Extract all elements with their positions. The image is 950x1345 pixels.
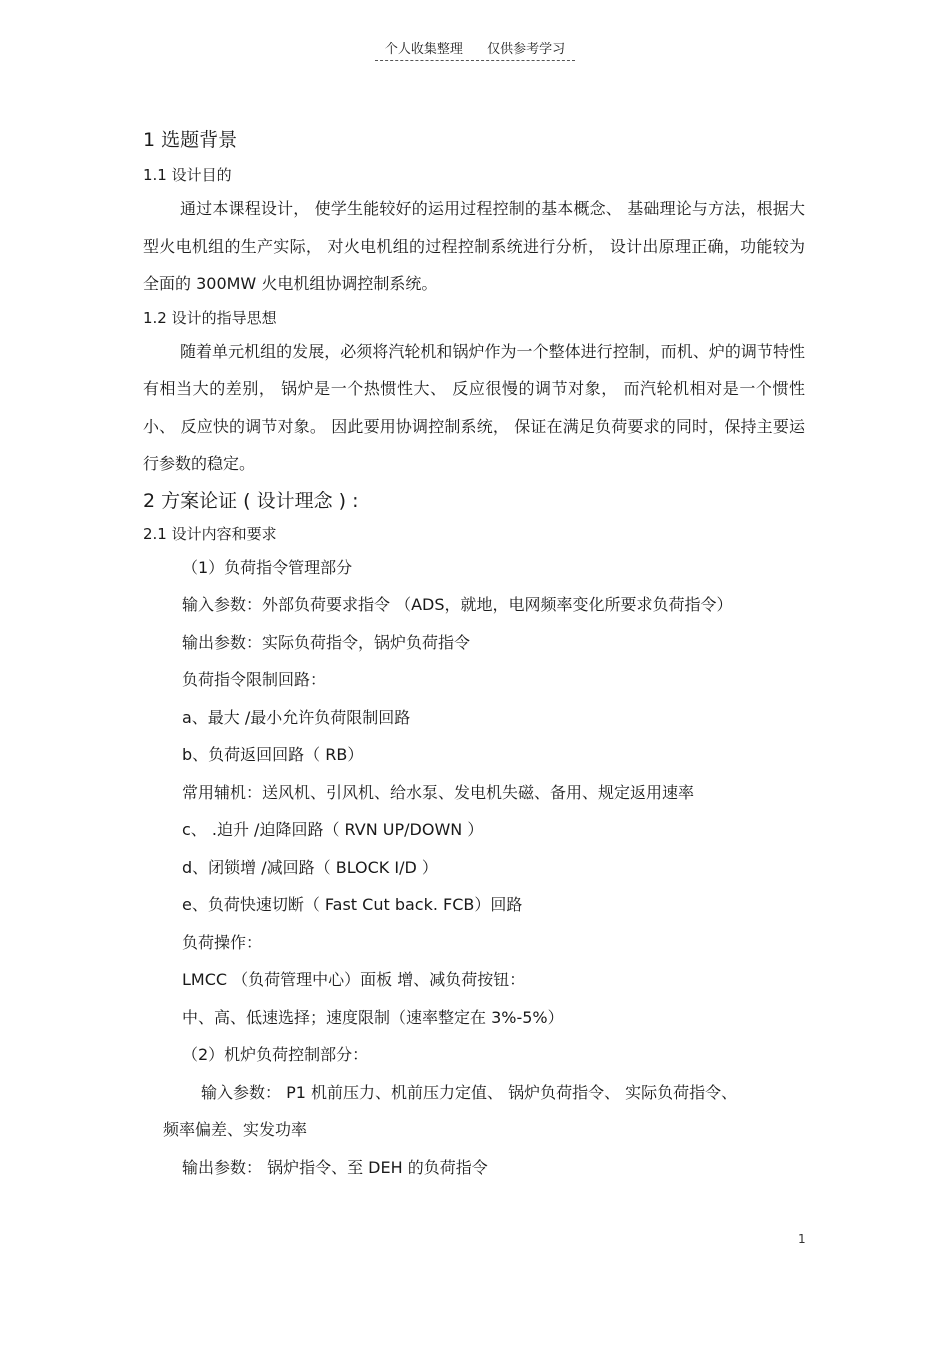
list-line: 频率偏差、实发功率 xyxy=(163,1120,308,1139)
list-line: 常用辅机：送风机、引风机、给水泵、发电机失磁、备用、规定返用速率 xyxy=(182,782,695,802)
list-line: 中、高、低速选择；速度限制（速率整定在 3%-5%） xyxy=(182,1007,564,1027)
section-1-2-text: 随着单元机组的发展，必须将汽轮机和锅炉作为一个整体进行控制，而机、炉的调节特性有相当大的差别， 锅炉是一个热惯性大、 反应很慢的调节对象， 而汽轮机相对是一个惯性小、 反应快的调节对象。 因此要用协调控制系统， 保证在满足负荷要求的同时，保持主要运行参数的稳定。 xyxy=(143,341,805,473)
list-line: LMCC （负荷管理中心）面板 增、减负荷按钮： xyxy=(182,970,526,989)
section-1-2-title: 1.2 设计的指导思想 xyxy=(143,308,277,327)
section-2-1-title: 2.1 设计内容和要求 xyxy=(143,524,277,543)
section-2-title: 2 方案论证 ( 设计理念 ) : xyxy=(143,489,359,512)
list-line: 输入参数：外部负荷要求指令 （ADS，就地，电网频率变化所要求负荷指令） xyxy=(182,595,733,614)
list-line: b、负荷返回回路（ RB） xyxy=(182,745,364,764)
document-body xyxy=(143,122,805,1186)
section-1-1-paragraph xyxy=(143,190,805,303)
list-line: 输出参数： 锅炉指令、至 DEH 的负荷指令 xyxy=(182,1157,488,1177)
section-1-title: 1 选题背景 xyxy=(143,129,238,151)
section-1-1-text: 通过本课程设计， 使学生能较好的运用过程控制的基本概念、 基础理论与方法，根据大型火电机组的生产实际， 对火电机组的过程控制系统进行分析， 设计出原理正确，功能较为全面的 300MW 火电机组协调控制系统。 xyxy=(143,199,805,293)
list-line: 负荷操作： xyxy=(182,932,263,952)
list-line: a、最大 /最小允许负荷限制回路 xyxy=(182,707,411,727)
list-line: （1）负荷指令管理部分 xyxy=(182,557,353,577)
page-number: 1 xyxy=(798,1232,806,1246)
list-line: 负荷指令限制回路： xyxy=(182,670,327,689)
list-line: d、闭锁增 /减回路（ BLOCK I/D ） xyxy=(182,857,438,877)
header-left-text: 个人收集整理 xyxy=(384,42,463,57)
list-line: 输出参数：实际负荷指令，锅炉负荷指令 xyxy=(182,632,471,652)
list-line: 输入参数： P1 机前压力、机前压力定值、 锅炉负荷指令、 实际负荷指令、 xyxy=(201,1082,738,1102)
section-1-2-paragraph xyxy=(143,333,805,483)
list-line: （2）机炉负荷控制部分： xyxy=(182,1045,369,1064)
list-line: c、 .迫升 /迫降回路（ RVN UP/DOWN ） xyxy=(182,820,484,839)
header-right-text: 仅供参考学习 xyxy=(487,42,566,57)
page-header xyxy=(0,38,950,61)
section-1-1-title: 1.1 设计目的 xyxy=(143,166,232,184)
list-line: e、负荷快速切断（ Fast Cut back. FCB）回路 xyxy=(182,895,523,914)
